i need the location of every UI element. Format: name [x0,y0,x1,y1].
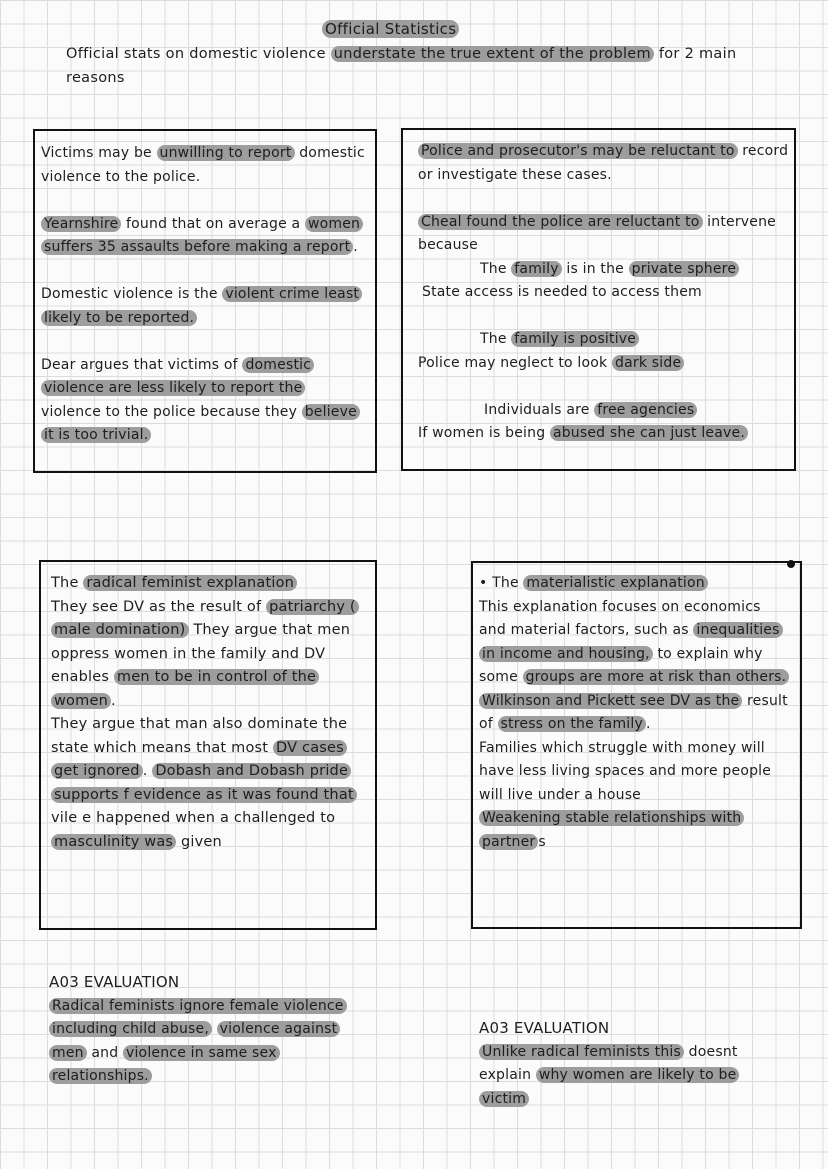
victims-p4: Dear argues that victims of domestic violence are less likely to report the violence to the police because they believe it is too trivial. [41,354,366,448]
radical-l1: The radical feminist explanation [51,572,369,596]
materialistic-l1: • The materialistic explanation [479,572,791,596]
eval-right-heading: A03 EVALUATION [479,1019,610,1037]
materialistic-l3: Wilkinson and Pickett see DV as the result of stress on the family . [479,692,788,732]
police-p6: Police may neglect to look dark side [418,352,790,376]
radical-feminist-text [51,572,369,854]
eval-left-heading: A03 EVALUATION [49,973,180,991]
police-p2: Cheal found the police are reluctant to intervene because [418,213,776,253]
police-p3: The family is in the private sphere [418,258,790,282]
intro-highlight: understate the true extent of the problem [331,46,654,62]
victims-p3: Domestic violence is the violent crime least likely to be reported. [41,283,366,330]
materialistic-l2: This explanation focuses on economics and material factors, such as inequalities in income and housing, to explain why some groups are more at risk than others. [479,596,791,690]
intro-part1: Official stats on domestic violence [66,46,331,62]
victims-p2: Yearnshire found that on average a women suffers 35 assaults before making a report . [41,213,366,260]
victims-p1: Victims may be unwilling to report domestic violence to the police. [41,145,365,185]
materialistic-l5: Weakening stable relationships with partner s [479,807,791,854]
eval-right [479,1017,759,1111]
victims-box-text [41,142,366,448]
police-p8: If women is being abused she can just leave. [418,422,790,446]
page-title [322,18,459,40]
police-box-text [418,140,790,446]
intro-part2: for 2 main reasons [66,46,737,86]
police-p1: Police and prosecutor's may be reluctant to record or investigate these cases. [418,143,789,183]
radical-l5: They argue that man also dominate the state which means that most DV cases get ignored . Dobash and Dobash pride supports f evidence as it was found that vile e happened when a challenged to masculinity was given [51,713,369,854]
eval-left [49,971,349,1089]
eval-right-body: Unlike radical feminists this doesnt explain why women are likely to be victim [479,1043,738,1107]
police-p5: The family is positive [418,328,790,352]
intro-text [66,42,796,90]
police-p7: Individuals are free agencies [418,399,790,423]
eval-left-body: Radical feminists ignore female violence including child abuse, violence against men and violence in same sex relationships. [49,995,349,1089]
materialistic-l4: Families which struggle with money will have less living spaces and more people will live under a house [479,739,772,803]
radical-l2: They see DV as the result of patriarchy ( male domination) They argue that men oppress women in the family and DV enables men to be in control of the women . [51,596,369,714]
police-p4: State access is needed to access them [422,284,702,300]
materialistic-text [479,572,791,854]
corner-dot [787,560,795,568]
title-highlight: Official Statistics [322,20,459,38]
